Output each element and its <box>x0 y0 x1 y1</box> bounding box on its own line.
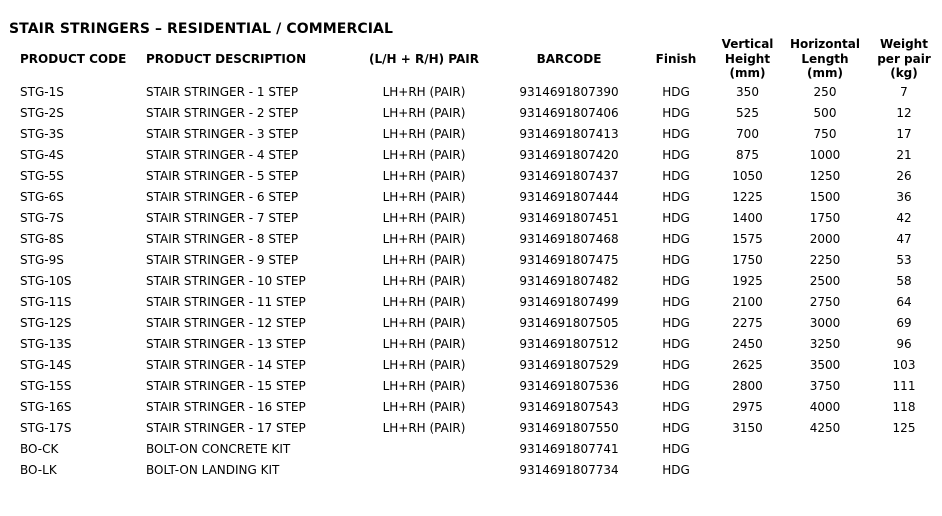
cell-pair: LH+RH (PAIR) <box>382 337 466 351</box>
cell-finish: HDG <box>662 85 690 99</box>
table-row <box>14 271 941 292</box>
header-weight-line-2: per pair <box>877 51 931 66</box>
cell-product-code: STG-1S <box>20 85 64 99</box>
cell-product-description: STAIR STRINGER - 15 STEP <box>146 379 306 393</box>
cell-horizontal-length: 250 <box>813 85 837 99</box>
cell-finish: HDG <box>662 106 690 120</box>
cell-barcode: 9314691807437 <box>519 169 619 183</box>
cell-finish: HDG <box>662 253 690 267</box>
cell-product-description: STAIR STRINGER - 12 STEP <box>146 316 306 330</box>
cell-pair: LH+RH (PAIR) <box>382 274 466 288</box>
cell-horizontal-length: 500 <box>813 106 837 120</box>
header-product-code: PRODUCT CODE <box>20 51 127 66</box>
cell-weight: 125 <box>892 421 916 435</box>
cell-horizontal-length <box>783 460 867 481</box>
page-title: STAIR STRINGERS – RESIDENTIAL / COMMERCIAL <box>9 21 393 37</box>
cell-vertical-height: 2800 <box>732 379 763 393</box>
cell-weight: 47 <box>896 232 912 246</box>
cell-product-description: STAIR STRINGER - 9 STEP <box>146 253 299 267</box>
table-row <box>14 208 941 229</box>
cell-barcode: 9314691807512 <box>519 337 619 351</box>
cell-barcode: 9314691807505 <box>519 316 619 330</box>
table-row <box>14 166 941 187</box>
cell-product-code: STG-3S <box>20 127 64 141</box>
table-row <box>14 292 941 313</box>
cell-barcode: 9314691807550 <box>519 421 619 435</box>
cell-weight: 103 <box>892 358 916 372</box>
cell-barcode: 9314691807468 <box>519 232 619 246</box>
cell-product-code: STG-11S <box>20 295 72 309</box>
cell-vertical-height: 700 <box>736 127 759 141</box>
cell-finish: HDG <box>662 337 690 351</box>
cell-vertical-height: 2275 <box>732 316 763 330</box>
cell-vertical-height: 1925 <box>732 274 763 288</box>
cell-weight: 64 <box>896 295 912 309</box>
cell-barcode: 9314691807536 <box>519 379 619 393</box>
header-vertical-line-2: Height <box>724 51 771 66</box>
table-row <box>14 334 941 355</box>
table-row <box>14 439 941 460</box>
cell-weight: 53 <box>896 253 912 267</box>
cell-finish: HDG <box>662 232 690 246</box>
table-row <box>14 355 941 376</box>
table-row <box>14 124 941 145</box>
cell-vertical-height: 525 <box>736 106 759 120</box>
cell-horizontal-length: 750 <box>813 127 837 141</box>
header-horizontal-line-3: (mm) <box>807 66 843 81</box>
cell-pair: LH+RH (PAIR) <box>382 148 466 162</box>
header-vertical-line-3: (mm) <box>729 66 766 81</box>
cell-vertical-height: 1400 <box>732 211 763 225</box>
header-weight-line-3: (kg) <box>890 66 918 81</box>
cell-horizontal-length: 3000 <box>809 316 841 330</box>
cell-barcode: 9314691807413 <box>519 127 619 141</box>
cell-vertical-height: 875 <box>736 148 759 162</box>
cell-product-description: STAIR STRINGER - 13 STEP <box>146 337 306 351</box>
cell-weight <box>867 460 941 481</box>
cell-finish: HDG <box>662 274 690 288</box>
table-row <box>14 397 941 418</box>
cell-vertical-height: 1050 <box>732 169 763 183</box>
cell-horizontal-length: 4250 <box>809 421 841 435</box>
cell-barcode: 9314691807451 <box>519 211 619 225</box>
cell-product-code: BO-CK <box>20 442 59 456</box>
cell-weight: 58 <box>896 274 912 288</box>
cell-horizontal-length: 3500 <box>809 358 841 372</box>
cell-product-code: STG-5S <box>20 169 64 183</box>
cell-product-description: STAIR STRINGER - 8 STEP <box>146 232 299 246</box>
cell-product-code: STG-12S <box>20 316 72 330</box>
cell-barcode: 9314691807444 <box>519 190 619 204</box>
cell-product-description: STAIR STRINGER - 4 STEP <box>146 148 299 162</box>
cell-product-code: STG-13S <box>20 337 72 351</box>
cell-product-description: STAIR STRINGER - 7 STEP <box>146 211 299 225</box>
header-vertical-line-1: Vertical <box>721 37 774 52</box>
cell-weight: 111 <box>892 379 916 393</box>
cell-pair: LH+RH (PAIR) <box>382 106 466 120</box>
cell-product-code: STG-6S <box>20 190 64 204</box>
cell-weight: 118 <box>892 400 916 414</box>
cell-barcode: 9314691807475 <box>519 253 619 267</box>
cell-vertical-height: 1575 <box>732 232 763 246</box>
cell-product-description: STAIR STRINGER - 10 STEP <box>146 274 306 288</box>
cell-vertical-height: 1225 <box>732 190 763 204</box>
cell-vertical-height: 1750 <box>732 253 763 267</box>
cell-vertical-height: 2975 <box>732 400 763 414</box>
cell-pair <box>350 460 498 481</box>
cell-weight: 69 <box>896 316 912 330</box>
cell-pair: LH+RH (PAIR) <box>382 85 466 99</box>
cell-product-description: STAIR STRINGER - 5 STEP <box>146 169 299 183</box>
cell-product-code: STG-2S <box>20 106 64 120</box>
header-weight-per-pair <box>867 36 941 82</box>
header-finish: Finish <box>655 51 697 66</box>
cell-barcode: 9314691807406 <box>519 106 619 120</box>
cell-pair: LH+RH (PAIR) <box>382 169 466 183</box>
cell-product-code: BO-LK <box>20 463 57 477</box>
cell-pair: LH+RH (PAIR) <box>382 253 466 267</box>
cell-product-description: STAIR STRINGER - 3 STEP <box>146 127 299 141</box>
cell-finish: HDG <box>662 379 690 393</box>
cell-finish: HDG <box>662 358 690 372</box>
cell-product-description: STAIR STRINGER - 2 STEP <box>146 106 299 120</box>
cell-product-code: STG-8S <box>20 232 64 246</box>
cell-product-code: STG-10S <box>20 274 72 288</box>
stringer-spec-table <box>14 36 941 481</box>
cell-product-code: STG-14S <box>20 358 72 372</box>
table-row <box>14 460 941 481</box>
cell-horizontal-length: 4000 <box>809 400 841 414</box>
cell-horizontal-length <box>783 439 867 460</box>
cell-product-description: STAIR STRINGER - 14 STEP <box>146 358 306 372</box>
cell-pair: LH+RH (PAIR) <box>382 400 466 414</box>
cell-product-description: BOLT-ON LANDING KIT <box>146 463 280 477</box>
cell-product-description: STAIR STRINGER - 6 STEP <box>146 190 299 204</box>
cell-weight: 42 <box>896 211 912 225</box>
cell-vertical-height: 350 <box>736 85 759 99</box>
table-row <box>14 145 941 166</box>
table-row <box>14 187 941 208</box>
header-horizontal-line-1: Horizontal <box>789 37 861 52</box>
cell-product-code: STG-4S <box>20 148 64 162</box>
cell-product-description: BOLT-ON CONCRETE KIT <box>146 442 291 456</box>
cell-pair: LH+RH (PAIR) <box>382 127 466 141</box>
cell-vertical-height: 3150 <box>732 421 763 435</box>
cell-finish: HDG <box>662 169 690 183</box>
cell-horizontal-length: 1500 <box>809 190 841 204</box>
cell-product-description: STAIR STRINGER - 17 STEP <box>146 421 306 435</box>
cell-pair <box>350 439 498 460</box>
cell-pair: LH+RH (PAIR) <box>382 421 466 435</box>
cell-horizontal-length: 2500 <box>809 274 841 288</box>
cell-product-code: STG-17S <box>20 421 72 435</box>
cell-finish: HDG <box>662 421 690 435</box>
cell-barcode: 9314691807499 <box>519 295 619 309</box>
cell-weight: 21 <box>896 148 912 162</box>
cell-pair: LH+RH (PAIR) <box>382 211 466 225</box>
cell-horizontal-length: 1750 <box>809 211 841 225</box>
cell-horizontal-length: 3750 <box>809 379 841 393</box>
cell-product-code: STG-15S <box>20 379 72 393</box>
cell-product-code: STG-7S <box>20 211 64 225</box>
cell-finish: HDG <box>662 148 690 162</box>
cell-vertical-height: 2625 <box>732 358 763 372</box>
cell-finish: HDG <box>662 295 690 309</box>
header-barcode: BARCODE <box>536 51 602 66</box>
cell-finish: HDG <box>662 463 690 477</box>
cell-horizontal-length: 1250 <box>809 169 841 183</box>
table-body <box>14 82 941 481</box>
cell-barcode: 9314691807741 <box>519 442 619 456</box>
cell-barcode: 9314691807543 <box>519 400 619 414</box>
cell-weight <box>867 439 941 460</box>
cell-weight: 26 <box>896 169 912 183</box>
table-header-row <box>14 36 941 82</box>
cell-finish: HDG <box>662 190 690 204</box>
cell-product-description: STAIR STRINGER - 1 STEP <box>146 85 299 99</box>
cell-finish: HDG <box>662 442 690 456</box>
cell-barcode: 9314691807390 <box>519 85 619 99</box>
table-row <box>14 103 941 124</box>
cell-finish: HDG <box>662 400 690 414</box>
cell-pair: LH+RH (PAIR) <box>382 190 466 204</box>
cell-barcode: 9314691807482 <box>519 274 619 288</box>
header-weight-line-1: Weight <box>880 37 928 52</box>
cell-weight: 96 <box>896 337 912 351</box>
header-vertical-height <box>712 36 783 82</box>
header-horizontal-line-2: Length <box>801 51 849 66</box>
cell-product-description: STAIR STRINGER - 11 STEP <box>146 295 306 309</box>
table-row <box>14 376 941 397</box>
cell-pair: LH+RH (PAIR) <box>382 295 466 309</box>
cell-barcode: 9314691807529 <box>519 358 619 372</box>
table-row <box>14 82 941 103</box>
cell-vertical-height: 2100 <box>732 295 763 309</box>
header-product-description: PRODUCT DESCRIPTION <box>146 51 307 66</box>
cell-barcode: 9314691807734 <box>519 463 619 477</box>
cell-vertical-height <box>712 439 783 460</box>
table-row <box>14 418 941 439</box>
cell-pair: LH+RH (PAIR) <box>382 232 466 246</box>
cell-horizontal-length: 3250 <box>809 337 841 351</box>
cell-finish: HDG <box>662 316 690 330</box>
cell-product-description: STAIR STRINGER - 16 STEP <box>146 400 306 414</box>
cell-vertical-height: 2450 <box>732 337 763 351</box>
table-row <box>14 229 941 250</box>
cell-weight: 36 <box>896 190 912 204</box>
cell-product-code: STG-16S <box>20 400 72 414</box>
cell-vertical-height <box>712 460 783 481</box>
cell-weight: 12 <box>896 106 912 120</box>
cell-pair: LH+RH (PAIR) <box>382 379 466 393</box>
cell-pair: LH+RH (PAIR) <box>382 358 466 372</box>
table-row <box>14 313 941 334</box>
header-pair: (L/H + R/H) PAIR <box>369 51 479 66</box>
cell-barcode: 9314691807420 <box>519 148 619 162</box>
cell-horizontal-length: 2000 <box>809 232 841 246</box>
cell-finish: HDG <box>662 211 690 225</box>
cell-horizontal-length: 2750 <box>809 295 841 309</box>
cell-weight: 7 <box>900 85 908 99</box>
header-horizontal-length <box>783 36 867 82</box>
table-row <box>14 250 941 271</box>
cell-weight: 17 <box>896 127 912 141</box>
cell-horizontal-length: 2250 <box>809 253 841 267</box>
cell-pair: LH+RH (PAIR) <box>382 316 466 330</box>
cell-finish: HDG <box>662 127 690 141</box>
cell-horizontal-length: 1000 <box>809 148 841 162</box>
cell-product-code: STG-9S <box>20 253 64 267</box>
